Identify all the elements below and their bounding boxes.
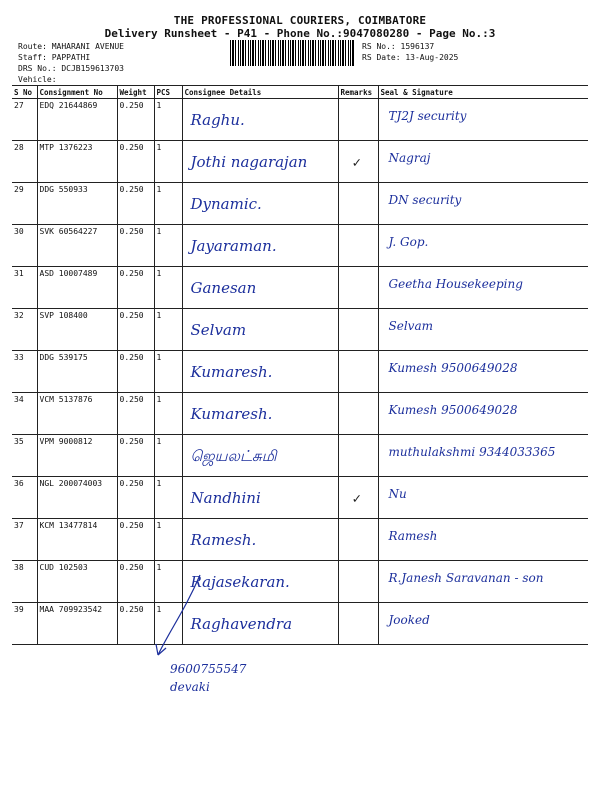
note-name: devaki [170, 680, 210, 694]
column-header-pcs: PCS [154, 86, 182, 99]
cell-consignment-no: DDG 550933 [37, 183, 117, 225]
cell-pcs: 1 [154, 477, 182, 519]
cell-consignee-text: Rajasekaran. [190, 573, 290, 591]
column-header-signature: Seal & Signature [378, 86, 588, 99]
cell-pcs: 1 [154, 141, 182, 183]
runsheet-subtitle: Delivery Runsheet - P41 - Phone No.:9047080280 - Page No.:3 [104, 27, 496, 40]
cell-signature-text: muthulakshmi 9344033365 [388, 445, 556, 459]
column-header-weight: Weight [117, 86, 154, 99]
cell-weight: 0.250 [117, 309, 154, 351]
cell-sno: 33 [12, 351, 37, 393]
cell-signature-text: Jooked [388, 613, 430, 627]
cell-consignee-text: Kumaresh. [190, 405, 273, 423]
cell-remarks-text: ✓ [352, 155, 361, 171]
cell-sno: 28 [12, 141, 37, 183]
cell-consignee-text: Raghu. [190, 111, 245, 129]
column-header-consignment: Consignment No [37, 86, 117, 99]
cell-pcs: 1 [154, 435, 182, 477]
cell-signature-text: Nagraj [388, 151, 431, 165]
cell-signature-text: Nu [388, 487, 407, 501]
cell-consignee-text: Ramesh. [190, 531, 257, 549]
cell-weight: 0.250 [117, 267, 154, 309]
cell-weight: 0.250 [117, 603, 154, 645]
cell-signature-text: DN security [388, 193, 462, 207]
handwritten-note [170, 660, 246, 696]
cell-consignee-text: Jayaraman. [190, 237, 277, 255]
cell-pcs: 1 [154, 519, 182, 561]
route-label: Route: MAHARANI AVENUE [18, 42, 124, 51]
cell-pcs: 1 [154, 561, 182, 603]
column-header-remarks: Remarks [338, 86, 378, 99]
cell-sno: 35 [12, 435, 37, 477]
cell-pcs: 1 [154, 603, 182, 645]
cell-weight: 0.250 [117, 183, 154, 225]
cell-remarks-text: ✓ [352, 491, 361, 507]
cell-weight: 0.250 [117, 99, 154, 141]
cell-consignment-no: VPM 9000812 [37, 435, 117, 477]
cell-pcs: 1 [154, 393, 182, 435]
cell-sno: 30 [12, 225, 37, 267]
cell-weight: 0.250 [117, 351, 154, 393]
cell-consignee-text: ஜெயலட்சுமி [190, 447, 277, 465]
cell-pcs: 1 [154, 183, 182, 225]
cell-signature-text: J. Gop. [388, 235, 429, 249]
cell-consignment-no: DDG 539175 [37, 351, 117, 393]
cell-consignment-no: KCM 13477814 [37, 519, 117, 561]
company-title: THE PROFESSIONAL COURIERS, COIMBATORE [173, 14, 427, 27]
cell-weight: 0.250 [117, 477, 154, 519]
cell-pcs: 1 [154, 225, 182, 267]
column-header-consignee: Consignee Details [182, 86, 338, 99]
cell-pcs: 1 [154, 99, 182, 141]
cell-consignee-text: Kumaresh. [190, 363, 273, 381]
cell-consignment-no: EDQ 21644869 [37, 99, 117, 141]
cell-sno: 29 [12, 183, 37, 225]
cell-consignment-no: NGL 200074003 [37, 477, 117, 519]
cell-sno: 34 [12, 393, 37, 435]
cell-consignee-text: Dynamic. [190, 195, 262, 213]
cell-signature-text: Selvam [388, 319, 433, 333]
column-header-sno: S No [12, 86, 37, 99]
cell-weight: 0.250 [117, 519, 154, 561]
cell-sno: 36 [12, 477, 37, 519]
cell-consignee-text: Jothi nagarajan [190, 153, 308, 171]
cell-consignee-text: Nandhini [190, 489, 261, 507]
cell-pcs: 1 [154, 309, 182, 351]
cell-sno: 37 [12, 519, 37, 561]
note-phone: 9600755547 [170, 662, 247, 676]
cell-weight: 0.250 [117, 561, 154, 603]
cell-weight: 0.250 [117, 225, 154, 267]
cell-signature-text: Ramesh [388, 529, 438, 543]
cell-pcs: 1 [154, 267, 182, 309]
cell-sno: 38 [12, 561, 37, 603]
cell-signature-text: TJ2J security [388, 109, 467, 123]
vehicle-label: Vehicle: [18, 75, 57, 84]
cell-weight: 0.250 [117, 141, 154, 183]
cell-consignment-no: VCM 5137876 [37, 393, 117, 435]
cell-consignee-text: Selvam [190, 321, 247, 339]
cell-consignment-no: ASD 10007489 [37, 267, 117, 309]
cell-sno: 27 [12, 99, 37, 141]
cell-consignment-no: MAA 709923542 [37, 603, 117, 645]
cell-consignment-no: SVK 60564227 [37, 225, 117, 267]
cell-signature-text: R.Janesh Saravanan - son [388, 571, 544, 585]
cell-sno: 39 [12, 603, 37, 645]
cell-consignee-text: Ganesan [190, 279, 257, 297]
cell-consignment-no: SVP 108400 [37, 309, 117, 351]
cell-weight: 0.250 [117, 435, 154, 477]
cell-consignment-no: MTP 1376223 [37, 141, 117, 183]
cell-signature-text: Geetha Housekeeping [388, 277, 523, 291]
cell-weight: 0.250 [117, 393, 154, 435]
cell-consignee-text: Raghavendra [190, 615, 293, 633]
cell-signature-text: Kumesh 9500649028 [388, 403, 518, 417]
staff-label: Staff: PAPPATHI [18, 53, 91, 62]
cell-pcs: 1 [154, 351, 182, 393]
cell-signature-text: Kumesh 9500649028 [388, 361, 518, 375]
rs-no-label: RS No.: 1596137 [362, 42, 435, 51]
rs-date-label: RS Date: 13-Aug-2025 [362, 53, 459, 62]
drs-label: DRS No.: DCJB159613703 [18, 64, 124, 73]
cell-sno: 31 [12, 267, 37, 309]
cell-consignment-no: CUD 102503 [37, 561, 117, 603]
cell-sno: 32 [12, 309, 37, 351]
